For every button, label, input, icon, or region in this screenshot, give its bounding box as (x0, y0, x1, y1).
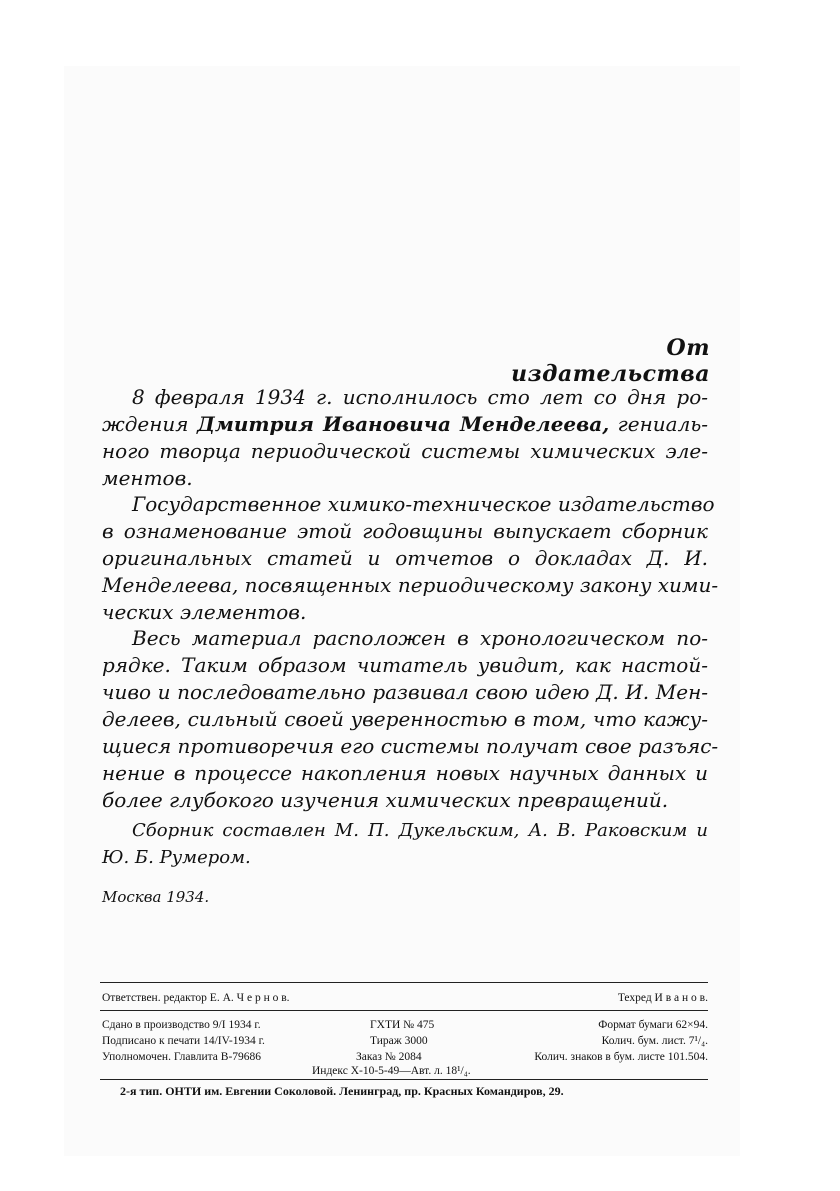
imprint-column-right (534, 1017, 708, 1065)
imprint-line: ГХТИ № 475 (370, 1019, 435, 1031)
technical-editor: Техред И в а н о в. (617, 992, 708, 1004)
imprint-line: Тираж 3000 (370, 1035, 428, 1047)
imprint-line: Формат бумаги 62×94. (598, 1019, 708, 1031)
text-line: 8 февраля 1934 г. исполнилось сто лет со дня ро- (132, 385, 708, 409)
imprint-index: Индекс Х-10-5-49—Авт. л. 18¹/₄. (312, 1065, 471, 1077)
imprint-column-center (356, 1017, 434, 1065)
text-line: Весь материал расположен в хронологическом по- (132, 626, 708, 650)
place-date: Москва 1934. (102, 888, 210, 906)
text-line: Сборник составлен М. П. Дукельским, А. В. Раковским и (132, 820, 708, 841)
text-line: более глубокого изучения химических превращений. (102, 788, 669, 812)
text-line: щиеся противоречия его системы получат свое разъяс- (102, 734, 719, 758)
text-line: ческих элементов. (102, 600, 307, 624)
text-line: нение в процессе накопления новых научных данных и (102, 761, 708, 785)
text-line: рядке. Таким образом читатель увидит, как настой- (102, 653, 708, 677)
text-line: ного творца периодической системы химических эле- (102, 439, 708, 463)
imprint-line: Заказ № 2084 (356, 1051, 422, 1063)
text-line: ментов. (102, 466, 193, 490)
responsible-editor: Ответствен. редактор Е. А. Ч е р н о в. (102, 992, 290, 1004)
imprint-rule-middle (100, 1010, 708, 1011)
text-line: чиво и последовательно развивал свою идею Д. И. Мен- (102, 680, 708, 704)
text-line: Ю. Б. Румером. (102, 847, 251, 868)
imprint-line: Уполномочен. Главлита В-79686 (102, 1051, 262, 1063)
text-line: Менделеева, посвященных периодическому закону хими- (102, 573, 719, 597)
text-line: Государственное химико-техническое издательство (132, 492, 715, 516)
imprint-line: Подписано к печати 14/IV-1934 г. (102, 1035, 265, 1047)
printer-line: 2-я тип. ОНТИ им. Евгении Соколовой. Ленинград, пр. Красных Командиров, 29. (120, 1084, 564, 1098)
imprint-line: Колич. бум. лист. 7¹/₄. (601, 1035, 708, 1047)
section-heading: От издательства (511, 335, 710, 387)
imprint-line: Сдано в производство 9/I 1934 г. (102, 1019, 261, 1031)
imprint-column-left (102, 1017, 265, 1065)
person-name: Дмитрия Ивановича Менделеева, (197, 412, 610, 436)
text-line: в ознаменование этой годовщины выпускает сборник (102, 519, 708, 543)
imprint-line: Колич. знаков в бум. листе 101.504. (534, 1051, 708, 1063)
text-line: делеев, сильный своей уверенностью в том, что кажу- (102, 707, 708, 731)
text-line: ждения Дмитрия Ивановича Менделеева, гениаль- (102, 412, 708, 436)
imprint-rule-top (100, 982, 708, 983)
text-line: оригинальных статей и отчетов о докладах Д. И. (102, 546, 708, 570)
imprint-rule-bottom (100, 1079, 708, 1080)
